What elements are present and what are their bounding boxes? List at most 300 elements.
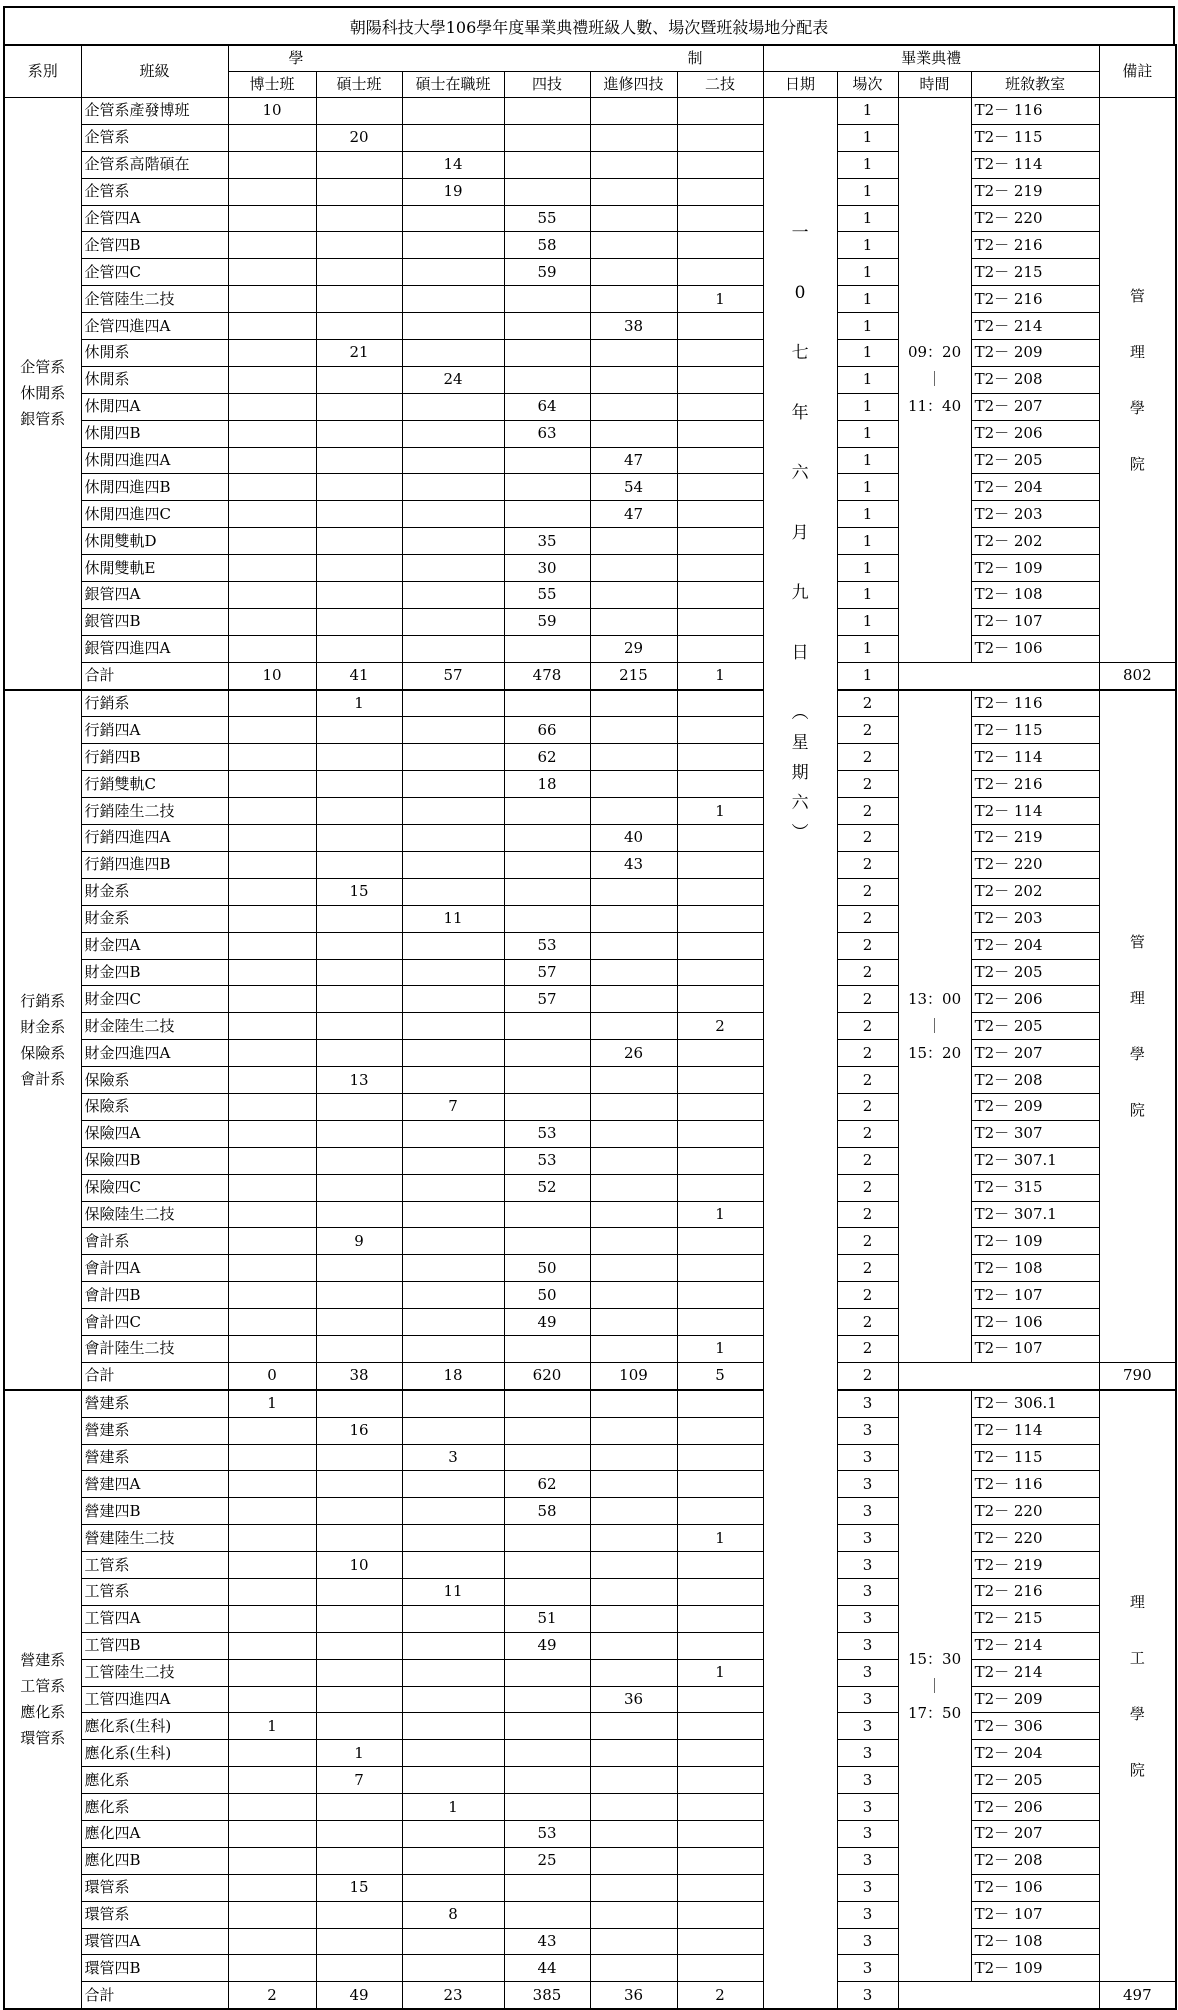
class-name: 財金四進四A	[81, 1040, 228, 1067]
session-cell: 1	[837, 474, 898, 501]
count-mj: 3	[402, 1444, 504, 1471]
table-row	[4, 205, 1176, 232]
count-two	[677, 1174, 763, 1201]
class-name: 應化系	[81, 1794, 228, 1821]
classroom-cell: T2－ 115	[971, 1444, 1099, 1471]
table-row	[4, 501, 1176, 528]
count-two	[677, 124, 763, 151]
classroom-cell: T2－ 109	[971, 1955, 1099, 1982]
class-name: 企管系產發博班	[81, 98, 228, 125]
count-mj	[402, 1335, 504, 1362]
college-cell: 理 工 學 院	[1099, 1390, 1176, 1982]
count-cont	[590, 1767, 677, 1794]
count-cont	[590, 1471, 677, 1498]
session-cell: 2	[837, 744, 898, 771]
count-four: 59	[504, 259, 590, 286]
table-row	[4, 1713, 1176, 1740]
class-name: 企管陸生二技	[81, 286, 228, 313]
count-mj	[402, 1659, 504, 1686]
count-four	[504, 1093, 590, 1120]
count-four: 478	[504, 662, 590, 689]
count-phd	[228, 717, 316, 744]
classroom-cell: T2－ 216	[971, 771, 1099, 798]
table-row	[4, 393, 1176, 420]
count-mj	[402, 1013, 504, 1040]
classroom-cell: T2－ 204	[971, 474, 1099, 501]
count-phd	[228, 690, 316, 717]
header-time: 時間	[898, 72, 971, 98]
count-mj	[402, 1713, 504, 1740]
session-cell: 2	[837, 1362, 898, 1389]
classroom-cell: T2－ 219	[971, 825, 1099, 852]
count-mj	[402, 232, 504, 259]
count-cont	[590, 232, 677, 259]
count-two	[677, 1740, 763, 1767]
classroom-cell: T2－ 202	[971, 878, 1099, 905]
count-four	[504, 447, 590, 474]
count-two: 1	[677, 798, 763, 825]
session-cell: 3	[837, 1821, 898, 1848]
allocation-table	[3, 44, 1177, 2010]
count-phd: 0	[228, 1362, 316, 1389]
class-name: 營建系	[81, 1444, 228, 1471]
count-cont	[590, 690, 677, 717]
count-phd	[228, 1471, 316, 1498]
session-cell: 3	[837, 1632, 898, 1659]
count-four: 385	[504, 1982, 590, 2009]
count-four: 53	[504, 932, 590, 959]
class-name: 銀管四進四A	[81, 635, 228, 662]
count-four	[504, 1417, 590, 1444]
classroom-cell: T2－ 220	[971, 1525, 1099, 1552]
count-four: 57	[504, 959, 590, 986]
count-four: 35	[504, 528, 590, 555]
table-row	[4, 232, 1176, 259]
count-two	[677, 1498, 763, 1525]
session-cell: 1	[837, 447, 898, 474]
count-cont	[590, 1955, 677, 1982]
table-row	[4, 851, 1176, 878]
count-cont	[590, 340, 677, 367]
classroom-cell: T2－ 220	[971, 851, 1099, 878]
class-name: 環管系	[81, 1874, 228, 1901]
table-row	[4, 582, 1176, 609]
count-phd: 1	[228, 1713, 316, 1740]
class-name: 財金四A	[81, 932, 228, 959]
table-row	[4, 420, 1176, 447]
count-cont	[590, 1093, 677, 1120]
total-label: 合計	[81, 662, 228, 689]
count-two	[677, 1120, 763, 1147]
classroom-cell: T2－ 216	[971, 286, 1099, 313]
count-two	[677, 932, 763, 959]
count-master	[316, 1282, 402, 1309]
count-master	[316, 1794, 402, 1821]
count-cont	[590, 959, 677, 986]
count-two	[677, 690, 763, 717]
count-mj	[402, 986, 504, 1013]
table-row	[4, 98, 1176, 125]
time-cell: 09：20 ｜ 11：40	[898, 98, 971, 663]
count-mj	[402, 1767, 504, 1794]
classroom-cell: T2－ 307	[971, 1120, 1099, 1147]
count-phd	[228, 1335, 316, 1362]
session-cell: 2	[837, 1309, 898, 1336]
count-two	[677, 608, 763, 635]
session-cell: 1	[837, 178, 898, 205]
count-cont	[590, 1309, 677, 1336]
count-master	[316, 1201, 402, 1228]
count-cont	[590, 1174, 677, 1201]
count-two	[677, 717, 763, 744]
count-four: 49	[504, 1309, 590, 1336]
count-mj	[402, 878, 504, 905]
session-cell: 1	[837, 286, 898, 313]
count-four	[504, 1659, 590, 1686]
count-master	[316, 1498, 402, 1525]
session-cell: 2	[837, 878, 898, 905]
count-two: 2	[677, 1013, 763, 1040]
count-four	[504, 878, 590, 905]
count-two	[677, 366, 763, 393]
classroom-cell: T2－ 205	[971, 959, 1099, 986]
table-row	[4, 1552, 1176, 1579]
class-name: 會計四B	[81, 1282, 228, 1309]
count-mj	[402, 501, 504, 528]
count-two	[677, 528, 763, 555]
table-row	[4, 1390, 1176, 1417]
class-name: 行銷系	[81, 690, 228, 717]
count-cont	[590, 151, 677, 178]
count-mj	[402, 1821, 504, 1848]
count-master	[316, 393, 402, 420]
count-mj	[402, 1174, 504, 1201]
count-four: 51	[504, 1605, 590, 1632]
classroom-cell: T2－ 214	[971, 1632, 1099, 1659]
classroom-cell: T2－ 209	[971, 340, 1099, 367]
classroom-cell: T2－ 115	[971, 717, 1099, 744]
count-cont	[590, 1390, 677, 1417]
count-phd	[228, 771, 316, 798]
count-cont	[590, 1013, 677, 1040]
count-two	[677, 98, 763, 125]
session-cell: 2	[837, 1174, 898, 1201]
count-mj	[402, 608, 504, 635]
classroom-cell: T2－ 107	[971, 1282, 1099, 1309]
session-cell: 3	[837, 1901, 898, 1928]
count-master	[316, 635, 402, 662]
classroom-cell: T2－ 220	[971, 205, 1099, 232]
count-phd	[228, 1201, 316, 1228]
count-cont	[590, 582, 677, 609]
session-cell: 3	[837, 1552, 898, 1579]
table-row	[4, 690, 1176, 717]
count-cont	[590, 1821, 677, 1848]
count-four: 59	[504, 608, 590, 635]
count-mj	[402, 1632, 504, 1659]
session-cell: 1	[837, 124, 898, 151]
count-master	[316, 474, 402, 501]
class-name: 企管系高階碩在	[81, 151, 228, 178]
count-master	[316, 1255, 402, 1282]
table-row	[4, 1444, 1176, 1471]
table-row	[4, 1740, 1176, 1767]
dept-cell: 行銷系 財金系 保險系 會計系	[4, 690, 81, 1390]
class-name: 工管四A	[81, 1605, 228, 1632]
total-empty	[898, 1362, 1099, 1389]
class-name: 應化系(生科)	[81, 1713, 228, 1740]
count-two	[677, 1874, 763, 1901]
count-master	[316, 959, 402, 986]
table-row	[4, 608, 1176, 635]
classroom-cell: T2－ 214	[971, 1659, 1099, 1686]
count-two	[677, 1309, 763, 1336]
header-remarks: 備註	[1099, 45, 1176, 98]
count-four: 62	[504, 744, 590, 771]
class-name: 企管系	[81, 124, 228, 151]
session-cell: 1	[837, 313, 898, 340]
classroom-cell: T2－ 106	[971, 635, 1099, 662]
count-master: 49	[316, 1982, 402, 2009]
class-name: 應化四B	[81, 1847, 228, 1874]
classroom-cell: T2－ 207	[971, 1040, 1099, 1067]
table-row	[4, 366, 1176, 393]
count-cont	[590, 1874, 677, 1901]
count-cont	[590, 178, 677, 205]
count-mj	[402, 1201, 504, 1228]
count-four: 66	[504, 717, 590, 744]
count-two	[677, 151, 763, 178]
count-cont	[590, 1901, 677, 1928]
session-cell: 3	[837, 1659, 898, 1686]
count-two	[677, 582, 763, 609]
count-master	[316, 986, 402, 1013]
header-date: 日期	[763, 72, 837, 98]
session-cell: 2	[837, 690, 898, 717]
count-master	[316, 905, 402, 932]
count-master	[316, 1525, 402, 1552]
count-cont	[590, 1659, 677, 1686]
session-cell: 2	[837, 1255, 898, 1282]
class-name: 工管系	[81, 1578, 228, 1605]
count-master	[316, 798, 402, 825]
count-four: 62	[504, 1471, 590, 1498]
table-row	[4, 447, 1176, 474]
session-cell: 3	[837, 1686, 898, 1713]
header-four-tech: 四技	[504, 72, 590, 98]
count-mj	[402, 1847, 504, 1874]
count-phd	[228, 1632, 316, 1659]
class-name: 會計陸生二技	[81, 1335, 228, 1362]
count-phd	[228, 1498, 316, 1525]
count-four	[504, 1552, 590, 1579]
classroom-cell: T2－ 315	[971, 1174, 1099, 1201]
session-cell: 3	[837, 1525, 898, 1552]
count-phd	[228, 1067, 316, 1094]
count-four: 64	[504, 393, 590, 420]
table-row	[4, 905, 1176, 932]
count-cont	[590, 771, 677, 798]
table-row	[4, 528, 1176, 555]
count-two	[677, 1713, 763, 1740]
count-master	[316, 205, 402, 232]
count-mj: 7	[402, 1093, 504, 1120]
class-name: 企管四C	[81, 259, 228, 286]
classroom-cell: T2－ 106	[971, 1309, 1099, 1336]
count-phd	[228, 1525, 316, 1552]
classroom-cell: T2－ 208	[971, 366, 1099, 393]
session-cell: 1	[837, 98, 898, 125]
count-two: 1	[677, 1525, 763, 1552]
count-mj	[402, 1525, 504, 1552]
count-master	[316, 1013, 402, 1040]
count-cont	[590, 1228, 677, 1255]
count-master: 7	[316, 1767, 402, 1794]
session-cell: 3	[837, 1794, 898, 1821]
count-cont	[590, 1282, 677, 1309]
session-cell: 3	[837, 1390, 898, 1417]
count-two	[677, 1767, 763, 1794]
count-master	[316, 420, 402, 447]
count-phd: 10	[228, 98, 316, 125]
count-cont	[590, 798, 677, 825]
count-mj: 18	[402, 1362, 504, 1389]
table-row	[4, 1013, 1176, 1040]
header-classroom: 班敘教室	[971, 72, 1099, 98]
header-master: 碩士班	[316, 72, 402, 98]
count-master	[316, 1309, 402, 1336]
count-two	[677, 1147, 763, 1174]
session-cell: 1	[837, 420, 898, 447]
class-name: 財金系	[81, 905, 228, 932]
count-four: 30	[504, 555, 590, 582]
count-phd	[228, 582, 316, 609]
table-row	[4, 798, 1176, 825]
session-cell: 1	[837, 205, 898, 232]
classroom-cell: T2－ 216	[971, 1578, 1099, 1605]
classroom-cell: T2－ 116	[971, 690, 1099, 717]
count-two: 2	[677, 1982, 763, 2009]
count-mj	[402, 582, 504, 609]
document-title: 朝陽科技大學106學年度畢業典禮班級人數、場次暨班敍場地分配表	[3, 6, 1175, 44]
count-phd	[228, 1174, 316, 1201]
table-row	[4, 474, 1176, 501]
count-two	[677, 1040, 763, 1067]
count-cont	[590, 1444, 677, 1471]
count-phd	[228, 1309, 316, 1336]
count-phd	[228, 1874, 316, 1901]
count-master	[316, 501, 402, 528]
count-cont	[590, 932, 677, 959]
count-master	[316, 932, 402, 959]
class-name: 行銷陸生二技	[81, 798, 228, 825]
class-name: 企管四A	[81, 205, 228, 232]
session-cell: 2	[837, 1067, 898, 1094]
class-name: 休閒四進四B	[81, 474, 228, 501]
class-name: 營建系	[81, 1417, 228, 1444]
count-four	[504, 1794, 590, 1821]
count-master	[316, 1847, 402, 1874]
count-mj	[402, 528, 504, 555]
count-four	[504, 1578, 590, 1605]
count-cont	[590, 878, 677, 905]
table-row	[4, 1874, 1176, 1901]
count-mj	[402, 420, 504, 447]
count-mj	[402, 205, 504, 232]
count-two	[677, 1955, 763, 1982]
count-phd	[228, 1013, 316, 1040]
count-phd	[228, 1255, 316, 1282]
count-cont	[590, 1740, 677, 1767]
count-phd	[228, 178, 316, 205]
count-mj: 8	[402, 1901, 504, 1928]
session-cell: 2	[837, 1201, 898, 1228]
count-cont	[590, 905, 677, 932]
count-two	[677, 501, 763, 528]
classroom-cell: T2－ 206	[971, 986, 1099, 1013]
count-mj	[402, 690, 504, 717]
count-two: 1	[677, 1659, 763, 1686]
class-name: 工管四B	[81, 1632, 228, 1659]
count-cont	[590, 1120, 677, 1147]
count-cont	[590, 1417, 677, 1444]
classroom-cell: T2－ 209	[971, 1686, 1099, 1713]
class-name: 銀管四B	[81, 608, 228, 635]
count-two	[677, 635, 763, 662]
dept-cell: 營建系 工管系 應化系 環管系	[4, 1390, 81, 2009]
count-two	[677, 447, 763, 474]
count-cont	[590, 1525, 677, 1552]
count-master	[316, 825, 402, 852]
count-four	[504, 1686, 590, 1713]
count-master: 1	[316, 690, 402, 717]
count-four	[504, 1901, 590, 1928]
session-cell: 3	[837, 1713, 898, 1740]
classroom-cell: T2－ 109	[971, 1228, 1099, 1255]
class-name: 營建系	[81, 1390, 228, 1417]
count-mj	[402, 771, 504, 798]
header-master-job: 碩士在職班	[402, 72, 504, 98]
count-phd	[228, 1552, 316, 1579]
table-row	[4, 124, 1176, 151]
count-mj	[402, 1067, 504, 1094]
count-mj: 11	[402, 905, 504, 932]
count-two	[677, 959, 763, 986]
session-cell: 3	[837, 1578, 898, 1605]
count-master	[316, 1040, 402, 1067]
count-two	[677, 1794, 763, 1821]
session-cell: 3	[837, 1847, 898, 1874]
session-cell: 2	[837, 1120, 898, 1147]
classroom-cell: T2－ 107	[971, 1901, 1099, 1928]
count-phd	[228, 1282, 316, 1309]
class-name: 行銷四進四A	[81, 825, 228, 852]
count-two	[677, 1255, 763, 1282]
count-mj	[402, 825, 504, 852]
count-four	[504, 1335, 590, 1362]
count-phd	[228, 447, 316, 474]
classroom-cell: T2－ 202	[971, 528, 1099, 555]
table-row	[4, 1309, 1176, 1336]
table-row	[4, 1093, 1176, 1120]
class-name: 工管系	[81, 1552, 228, 1579]
count-cont	[590, 1201, 677, 1228]
header-school-system-right: 制	[687, 49, 703, 67]
count-mj	[402, 447, 504, 474]
classroom-cell: T2－ 208	[971, 1067, 1099, 1094]
count-phd	[228, 420, 316, 447]
count-two	[677, 1228, 763, 1255]
